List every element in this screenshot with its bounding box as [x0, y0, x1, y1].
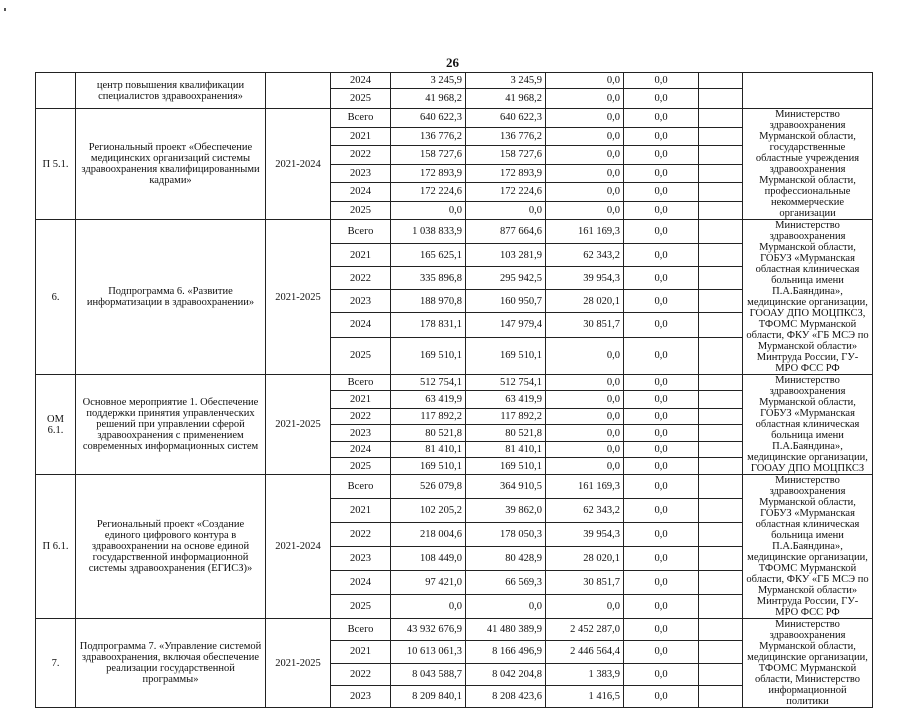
regional-budget-cell: 169 510,1 — [466, 337, 546, 374]
year-cell: Всего — [331, 375, 391, 391]
year-cell: 2025 — [331, 337, 391, 374]
total-cell: 169 510,1 — [391, 337, 466, 374]
total-cell: 640 622,3 — [391, 109, 466, 128]
period-cell: 2021-2025 — [266, 375, 331, 475]
total-cell: 136 776,2 — [391, 127, 466, 146]
item-name-cell: Подпрограмма 7. «Управление системой здравоохранения, включая обеспечение реализации государственной программы» — [76, 619, 266, 708]
federal-budget-cell: 30 851,7 — [546, 313, 624, 337]
other-funds-cell: 0,0 — [624, 685, 699, 707]
year-cell: 2021 — [331, 127, 391, 146]
empty-cell — [699, 127, 743, 146]
empty-cell — [699, 619, 743, 641]
table-row — [36, 475, 873, 499]
other-funds-cell: 0,0 — [624, 109, 699, 128]
year-cell: 2023 — [331, 547, 391, 571]
year-cell: Всего — [331, 109, 391, 128]
period-cell: 2021-2024 — [266, 475, 331, 619]
regional-budget-cell: 81 410,1 — [466, 441, 546, 457]
year-cell: Всего — [331, 619, 391, 641]
item-name-cell: Основное мероприятие 1. Обеспечение поддержки принятия управленческих решений при управлении сферой здравоохранения с применением современных информационных систем — [76, 375, 266, 475]
year-cell: 2022 — [331, 663, 391, 685]
year-cell: 2024 — [331, 183, 391, 202]
item-number-cell: ОМ 6.1. — [36, 375, 76, 475]
federal-budget-cell: 161 169,3 — [546, 220, 624, 244]
item-name-cell: Подпрограмма 6. «Развитие информатизации в здравоохранении» — [76, 220, 266, 375]
period-cell: 2021-2025 — [266, 220, 331, 375]
table-row — [36, 220, 873, 244]
other-funds-cell: 0,0 — [624, 475, 699, 499]
year-cell: 2022 — [331, 523, 391, 547]
executor-cell — [743, 73, 873, 109]
year-cell: 2021 — [331, 391, 391, 409]
regional-budget-cell: 39 862,0 — [466, 499, 546, 523]
item-number-cell — [36, 73, 76, 109]
year-cell: 2023 — [331, 164, 391, 183]
federal-budget-cell: 62 343,2 — [546, 244, 624, 267]
other-funds-cell: 0,0 — [624, 547, 699, 571]
regional-budget-cell: 0,0 — [466, 595, 546, 619]
regional-budget-cell: 172 893,9 — [466, 164, 546, 183]
executor-cell: Министерство здравоохранения Мурманской области, ГОБУЗ «Мурманская областная клиническая больница имени П.А.Баяндина», медицинские организации, ГООАУ ДПО МОЦПКСЗ, ТФОМС Мурманской области, ФКУ «ГБ МСЭ по Мурманской области» Минтруда России, ГУ-МРО ФСС РФ — [743, 220, 873, 375]
year-cell: 2021 — [331, 244, 391, 267]
executor-cell: Министерство здравоохранения Мурманской области, государственные областные учреждения здравоохранения Мурманской области, профессиональные некоммерческие организации — [743, 109, 873, 220]
empty-cell — [699, 663, 743, 685]
federal-budget-cell: 2 446 564,4 — [546, 641, 624, 663]
total-cell: 3 245,9 — [391, 73, 466, 89]
other-funds-cell: 0,0 — [624, 127, 699, 146]
total-cell: 178 831,1 — [391, 313, 466, 337]
year-cell: 2024 — [331, 571, 391, 595]
empty-cell — [699, 73, 743, 89]
other-funds-cell: 0,0 — [624, 201, 699, 220]
total-cell: 8 209 840,1 — [391, 685, 466, 707]
other-funds-cell: 0,0 — [624, 641, 699, 663]
year-cell: 2022 — [331, 409, 391, 425]
total-cell: 10 613 061,3 — [391, 641, 466, 663]
empty-cell — [699, 595, 743, 619]
federal-budget-cell: 0,0 — [546, 201, 624, 220]
regional-budget-cell: 178 050,3 — [466, 523, 546, 547]
year-cell: 2023 — [331, 290, 391, 313]
year-cell: 2023 — [331, 685, 391, 707]
total-cell: 81 410,1 — [391, 441, 466, 457]
item-number-cell: П 6.1. — [36, 475, 76, 619]
item-number-cell: П 5.1. — [36, 109, 76, 220]
federal-budget-cell: 0,0 — [546, 127, 624, 146]
federal-budget-cell: 0,0 — [546, 458, 624, 475]
executor-cell: Министерство здравоохранения Мурманской области, медицинские организации, ТФОМС Мурманской области, Министерство информационной политики — [743, 619, 873, 708]
other-funds-cell: 0,0 — [624, 375, 699, 391]
period-cell: 2021-2025 — [266, 619, 331, 708]
empty-cell — [699, 458, 743, 475]
federal-budget-cell: 62 343,2 — [546, 499, 624, 523]
total-cell: 172 224,6 — [391, 183, 466, 202]
year-cell: 2021 — [331, 499, 391, 523]
empty-cell — [699, 375, 743, 391]
regional-budget-cell: 512 754,1 — [466, 375, 546, 391]
table-body — [36, 73, 873, 708]
total-cell: 108 449,0 — [391, 547, 466, 571]
total-cell: 1 038 833,9 — [391, 220, 466, 244]
empty-cell — [699, 290, 743, 313]
period-cell: 2021-2024 — [266, 109, 331, 220]
federal-budget-cell: 0,0 — [546, 409, 624, 425]
item-name-cell: Региональный проект «Обеспечение медицинских организаций системы здравоохранения квалифицированными кадрами» — [76, 109, 266, 220]
other-funds-cell: 0,0 — [624, 571, 699, 595]
empty-cell — [699, 641, 743, 663]
item-name-cell: центр повышения квалификации специалистов здравоохранения» — [76, 73, 266, 109]
federal-budget-cell: 0,0 — [546, 595, 624, 619]
total-cell: 80 521,8 — [391, 425, 466, 441]
regional-budget-cell: 169 510,1 — [466, 458, 546, 475]
federal-budget-cell: 0,0 — [546, 146, 624, 165]
total-cell: 172 893,9 — [391, 164, 466, 183]
empty-cell — [699, 475, 743, 499]
federal-budget-cell: 28 020,1 — [546, 547, 624, 571]
empty-cell — [699, 499, 743, 523]
budget-table — [35, 72, 873, 708]
regional-budget-cell: 8 166 496,9 — [466, 641, 546, 663]
total-cell: 0,0 — [391, 201, 466, 220]
empty-cell — [699, 425, 743, 441]
year-cell: 2024 — [331, 73, 391, 89]
other-funds-cell: 0,0 — [624, 619, 699, 641]
federal-budget-cell: 0,0 — [546, 73, 624, 89]
other-funds-cell: 0,0 — [624, 89, 699, 109]
federal-budget-cell: 0,0 — [546, 109, 624, 128]
empty-cell — [699, 183, 743, 202]
total-cell: 63 419,9 — [391, 391, 466, 409]
other-funds-cell: 0,0 — [624, 425, 699, 441]
federal-budget-cell: 30 851,7 — [546, 571, 624, 595]
empty-cell — [699, 391, 743, 409]
year-cell: 2025 — [331, 458, 391, 475]
other-funds-cell: 0,0 — [624, 441, 699, 457]
other-funds-cell: 0,0 — [624, 220, 699, 244]
regional-budget-cell: 172 224,6 — [466, 183, 546, 202]
table-row — [36, 375, 873, 391]
other-funds-cell: 0,0 — [624, 391, 699, 409]
empty-cell — [699, 146, 743, 165]
empty-cell — [699, 337, 743, 374]
other-funds-cell: 0,0 — [624, 663, 699, 685]
empty-cell — [699, 267, 743, 290]
year-cell: 2021 — [331, 641, 391, 663]
other-funds-cell: 0,0 — [624, 313, 699, 337]
other-funds-cell: 0,0 — [624, 337, 699, 374]
other-funds-cell: 0,0 — [624, 146, 699, 165]
regional-budget-cell: 364 910,5 — [466, 475, 546, 499]
total-cell: 43 932 676,9 — [391, 619, 466, 641]
empty-cell — [699, 685, 743, 707]
regional-budget-cell: 3 245,9 — [466, 73, 546, 89]
federal-budget-cell: 0,0 — [546, 375, 624, 391]
scan-speck — [4, 8, 6, 11]
other-funds-cell: 0,0 — [624, 499, 699, 523]
year-cell: 2025 — [331, 89, 391, 109]
other-funds-cell: 0,0 — [624, 244, 699, 267]
other-funds-cell: 0,0 — [624, 595, 699, 619]
empty-cell — [699, 547, 743, 571]
regional-budget-cell: 147 979,4 — [466, 313, 546, 337]
total-cell: 335 896,8 — [391, 267, 466, 290]
total-cell: 0,0 — [391, 595, 466, 619]
other-funds-cell: 0,0 — [624, 73, 699, 89]
table-row — [36, 619, 873, 641]
empty-cell — [699, 409, 743, 425]
executor-cell: Министерство здравоохранения Мурманской области, ГОБУЗ «Мурманская областная клиническая больница имени П.А.Баяндина», медицинские организации, ГООАУ ДПО МОЦПКСЗ — [743, 375, 873, 475]
item-number-cell: 6. — [36, 220, 76, 375]
total-cell: 97 421,0 — [391, 571, 466, 595]
federal-budget-cell: 1 416,5 — [546, 685, 624, 707]
year-cell: 2022 — [331, 146, 391, 165]
item-name-cell: Региональный проект «Создание единого цифрового контура в здравоохранении на основе единой государственной информационной системы здравоохранения (ЕГИСЗ)» — [76, 475, 266, 619]
regional-budget-cell: 41 968,2 — [466, 89, 546, 109]
total-cell: 188 970,8 — [391, 290, 466, 313]
regional-budget-cell: 117 892,2 — [466, 409, 546, 425]
empty-cell — [699, 89, 743, 109]
year-cell: 2023 — [331, 425, 391, 441]
total-cell: 169 510,1 — [391, 458, 466, 475]
regional-budget-cell: 63 419,9 — [466, 391, 546, 409]
regional-budget-cell: 103 281,9 — [466, 244, 546, 267]
year-cell: 2024 — [331, 441, 391, 457]
total-cell: 165 625,1 — [391, 244, 466, 267]
regional-budget-cell: 136 776,2 — [466, 127, 546, 146]
federal-budget-cell: 0,0 — [546, 441, 624, 457]
regional-budget-cell: 66 569,3 — [466, 571, 546, 595]
empty-cell — [699, 313, 743, 337]
other-funds-cell: 0,0 — [624, 267, 699, 290]
regional-budget-cell: 0,0 — [466, 201, 546, 220]
federal-budget-cell: 161 169,3 — [546, 475, 624, 499]
regional-budget-cell: 80 428,9 — [466, 547, 546, 571]
regional-budget-cell: 877 664,6 — [466, 220, 546, 244]
other-funds-cell: 0,0 — [624, 164, 699, 183]
empty-cell — [699, 441, 743, 457]
empty-cell — [699, 523, 743, 547]
federal-budget-cell: 39 954,3 — [546, 523, 624, 547]
federal-budget-cell: 28 020,1 — [546, 290, 624, 313]
total-cell: 158 727,6 — [391, 146, 466, 165]
total-cell: 117 892,2 — [391, 409, 466, 425]
regional-budget-cell: 41 480 389,9 — [466, 619, 546, 641]
federal-budget-cell: 0,0 — [546, 89, 624, 109]
empty-cell — [699, 164, 743, 183]
item-number-cell: 7. — [36, 619, 76, 708]
regional-budget-cell: 8 042 204,8 — [466, 663, 546, 685]
federal-budget-cell: 0,0 — [546, 425, 624, 441]
federal-budget-cell: 0,0 — [546, 337, 624, 374]
regional-budget-cell: 158 727,6 — [466, 146, 546, 165]
regional-budget-cell: 295 942,5 — [466, 267, 546, 290]
federal-budget-cell: 0,0 — [546, 164, 624, 183]
other-funds-cell: 0,0 — [624, 409, 699, 425]
table-row — [36, 73, 873, 89]
year-cell: Всего — [331, 475, 391, 499]
empty-cell — [699, 220, 743, 244]
federal-budget-cell: 39 954,3 — [546, 267, 624, 290]
empty-cell — [699, 571, 743, 595]
regional-budget-cell: 8 208 423,6 — [466, 685, 546, 707]
total-cell: 8 043 588,7 — [391, 663, 466, 685]
year-cell: 2025 — [331, 201, 391, 220]
executor-cell: Министерство здравоохранения Мурманской области, ГОБУЗ «Мурманская областная клиническая больница имени П.А.Баяндина», медицинские организации, ТФОМС Мурманской области, ФКУ «ГБ МСЭ по Мурманской области» Минтруда России, ГУ-МРО ФСС РФ — [743, 475, 873, 619]
other-funds-cell: 0,0 — [624, 523, 699, 547]
year-cell: 2022 — [331, 267, 391, 290]
year-cell: 2024 — [331, 313, 391, 337]
total-cell: 512 754,1 — [391, 375, 466, 391]
federal-budget-cell: 2 452 287,0 — [546, 619, 624, 641]
total-cell: 526 079,8 — [391, 475, 466, 499]
year-cell: Всего — [331, 220, 391, 244]
period-cell — [266, 73, 331, 109]
other-funds-cell: 0,0 — [624, 183, 699, 202]
empty-cell — [699, 109, 743, 128]
empty-cell — [699, 244, 743, 267]
total-cell: 41 968,2 — [391, 89, 466, 109]
table-row — [36, 109, 873, 128]
regional-budget-cell: 80 521,8 — [466, 425, 546, 441]
other-funds-cell: 0,0 — [624, 458, 699, 475]
regional-budget-cell: 160 950,7 — [466, 290, 546, 313]
total-cell: 218 004,6 — [391, 523, 466, 547]
empty-cell — [699, 201, 743, 220]
page-number: 26 — [446, 55, 459, 70]
regional-budget-cell: 640 622,3 — [466, 109, 546, 128]
other-funds-cell: 0,0 — [624, 290, 699, 313]
year-cell: 2025 — [331, 595, 391, 619]
federal-budget-cell: 1 383,9 — [546, 663, 624, 685]
federal-budget-cell: 0,0 — [546, 183, 624, 202]
total-cell: 102 205,2 — [391, 499, 466, 523]
federal-budget-cell: 0,0 — [546, 391, 624, 409]
